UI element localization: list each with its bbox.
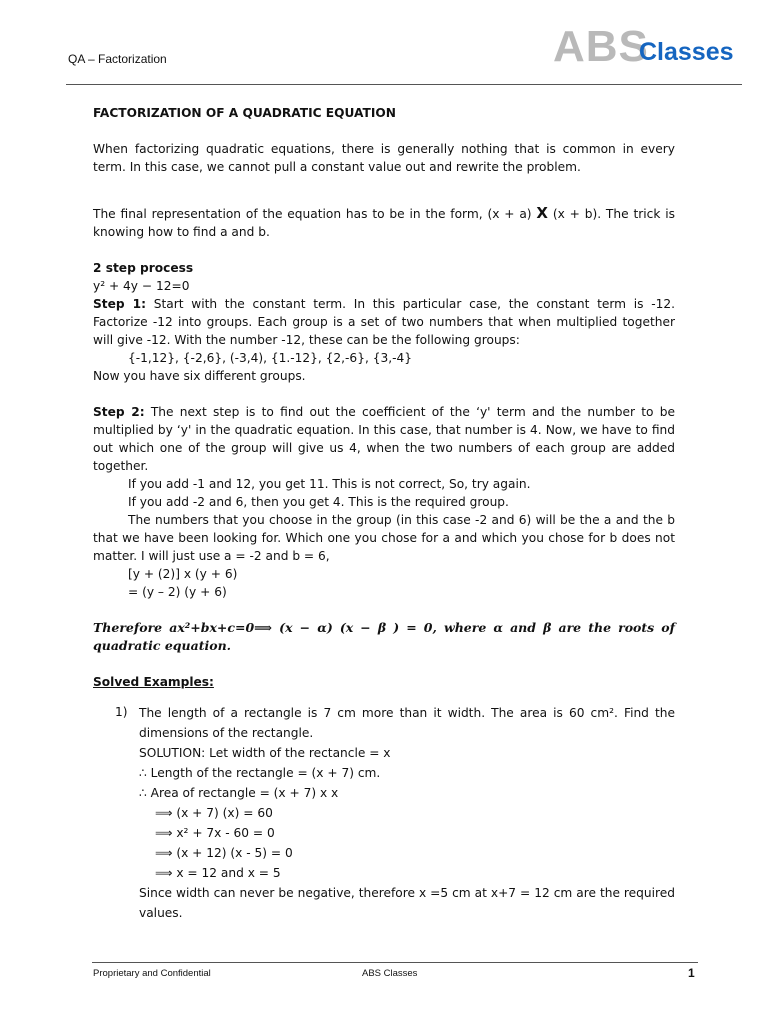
final-rep-part-b: (x + b). The trick is knowing how to find a and b. bbox=[93, 207, 675, 239]
example-length-line: ∴ Length of the rectangle = (x + 7) cm. bbox=[139, 766, 381, 780]
intro-paragraph: When factorizing quadratic equations, there is generally nothing that is common in every term. In this case, we cannot pull a constant value out and rewrite the problem. bbox=[93, 142, 675, 174]
six-groups-text: Now you have six different groups. bbox=[93, 369, 306, 383]
document-body bbox=[93, 104, 675, 923]
step1-text: Start with the constant term. In this particular case, the constant term is -12. Factorize -12 into groups. Each group is a set of two numbers that when multiplied together will give -12. With the number -12, these can be the following groups: bbox=[93, 297, 675, 347]
working-line-2: = (y – 2) (y + 6) bbox=[128, 585, 227, 599]
solved-examples-heading: Solved Examples: bbox=[93, 675, 214, 689]
example-solution-line: SOLUTION: Let width of the rectancle = x bbox=[139, 746, 391, 760]
multiply-x: X bbox=[536, 204, 548, 222]
example-problem: The length of a rectangle is 7 cm more than it width. The area is 60 cm². Find the dimensions of the rectangle. bbox=[139, 706, 675, 740]
add-attempt-1: If you add -1 and 12, you get 11. This is not correct, So, try again. bbox=[128, 477, 531, 491]
logo-abs-text: ABS bbox=[553, 22, 649, 71]
header-divider bbox=[66, 84, 742, 85]
logo-classes-text: Classes bbox=[639, 38, 734, 66]
numbers-chosen-paragraph: The numbers that you choose in the group (in this case -2 and 6) will be the a and the b that we have been looking for. Which one you chose for a and which you chose for b does not matter. I will just use a = -2 and b = 6, bbox=[93, 513, 675, 563]
example-conclusion: Since width can never be negative, therefore x =5 cm at x+7 = 12 cm are the required values. bbox=[139, 886, 675, 920]
header-title: QA – Factorization bbox=[68, 52, 167, 66]
footer-confidential: Proprietary and Confidential bbox=[93, 968, 211, 979]
abs-classes-logo bbox=[553, 22, 753, 71]
footer-divider bbox=[92, 962, 698, 963]
process-title: 2 step process bbox=[93, 261, 194, 275]
add-attempt-2: If you add -2 and 6, then you get 4. This is the required group. bbox=[128, 495, 509, 509]
step2-text: The next step is to find out the coefficient of the ‘y' term and the number to be multiplied by ‘y' in the quadratic equation. In this case, that number is 4. Now, we have to find out which one of the group will give us 4, when the two numbers of each group are added together. bbox=[93, 405, 675, 473]
example-number: 1) bbox=[115, 705, 128, 719]
example-equation: y² + 4y − 12=0 bbox=[93, 279, 190, 293]
example-step-2: ⟹ x² + 7x - 60 = 0 bbox=[155, 826, 275, 840]
example-step-4: ⟹ x = 12 and x = 5 bbox=[155, 866, 281, 880]
page-footer bbox=[0, 956, 768, 996]
page-heading: FACTORIZATION OF A QUADRATIC EQUATION bbox=[93, 106, 396, 120]
example-area-line: ∴ Area of rectangle = (x + 7) x x bbox=[139, 786, 339, 800]
page-number: 1 bbox=[688, 966, 695, 980]
step2-paragraph bbox=[93, 403, 675, 475]
example-step-3: ⟹ (x + 12) (x - 5) = 0 bbox=[155, 846, 293, 860]
step2-label: Step 2: bbox=[93, 405, 145, 419]
final-representation-paragraph bbox=[93, 204, 675, 241]
therefore-statement: Therefore 𝒂𝒙²+bx+c=0⟹ (x − α) (x − β ) = 0, where α and β are the roots of quadratic equation. bbox=[93, 620, 675, 653]
footer-company: ABS Classes bbox=[362, 968, 418, 979]
example-step-1: ⟹ (x + 7) (x) = 60 bbox=[155, 806, 273, 820]
page-header bbox=[0, 0, 768, 86]
step1-paragraph bbox=[93, 295, 675, 349]
working-line-1: [y + (2)] x (y + 6) bbox=[128, 567, 238, 581]
example-1 bbox=[93, 703, 675, 923]
final-rep-part-a: The final representation of the equation has to be in the form, (x + a) bbox=[93, 207, 537, 221]
step1-label: Step 1: bbox=[93, 297, 147, 311]
groups-list: {-1,12}, {-2,6}, (-3,4), {1.-12}, {2,-6}, {3,-4} bbox=[128, 351, 412, 365]
